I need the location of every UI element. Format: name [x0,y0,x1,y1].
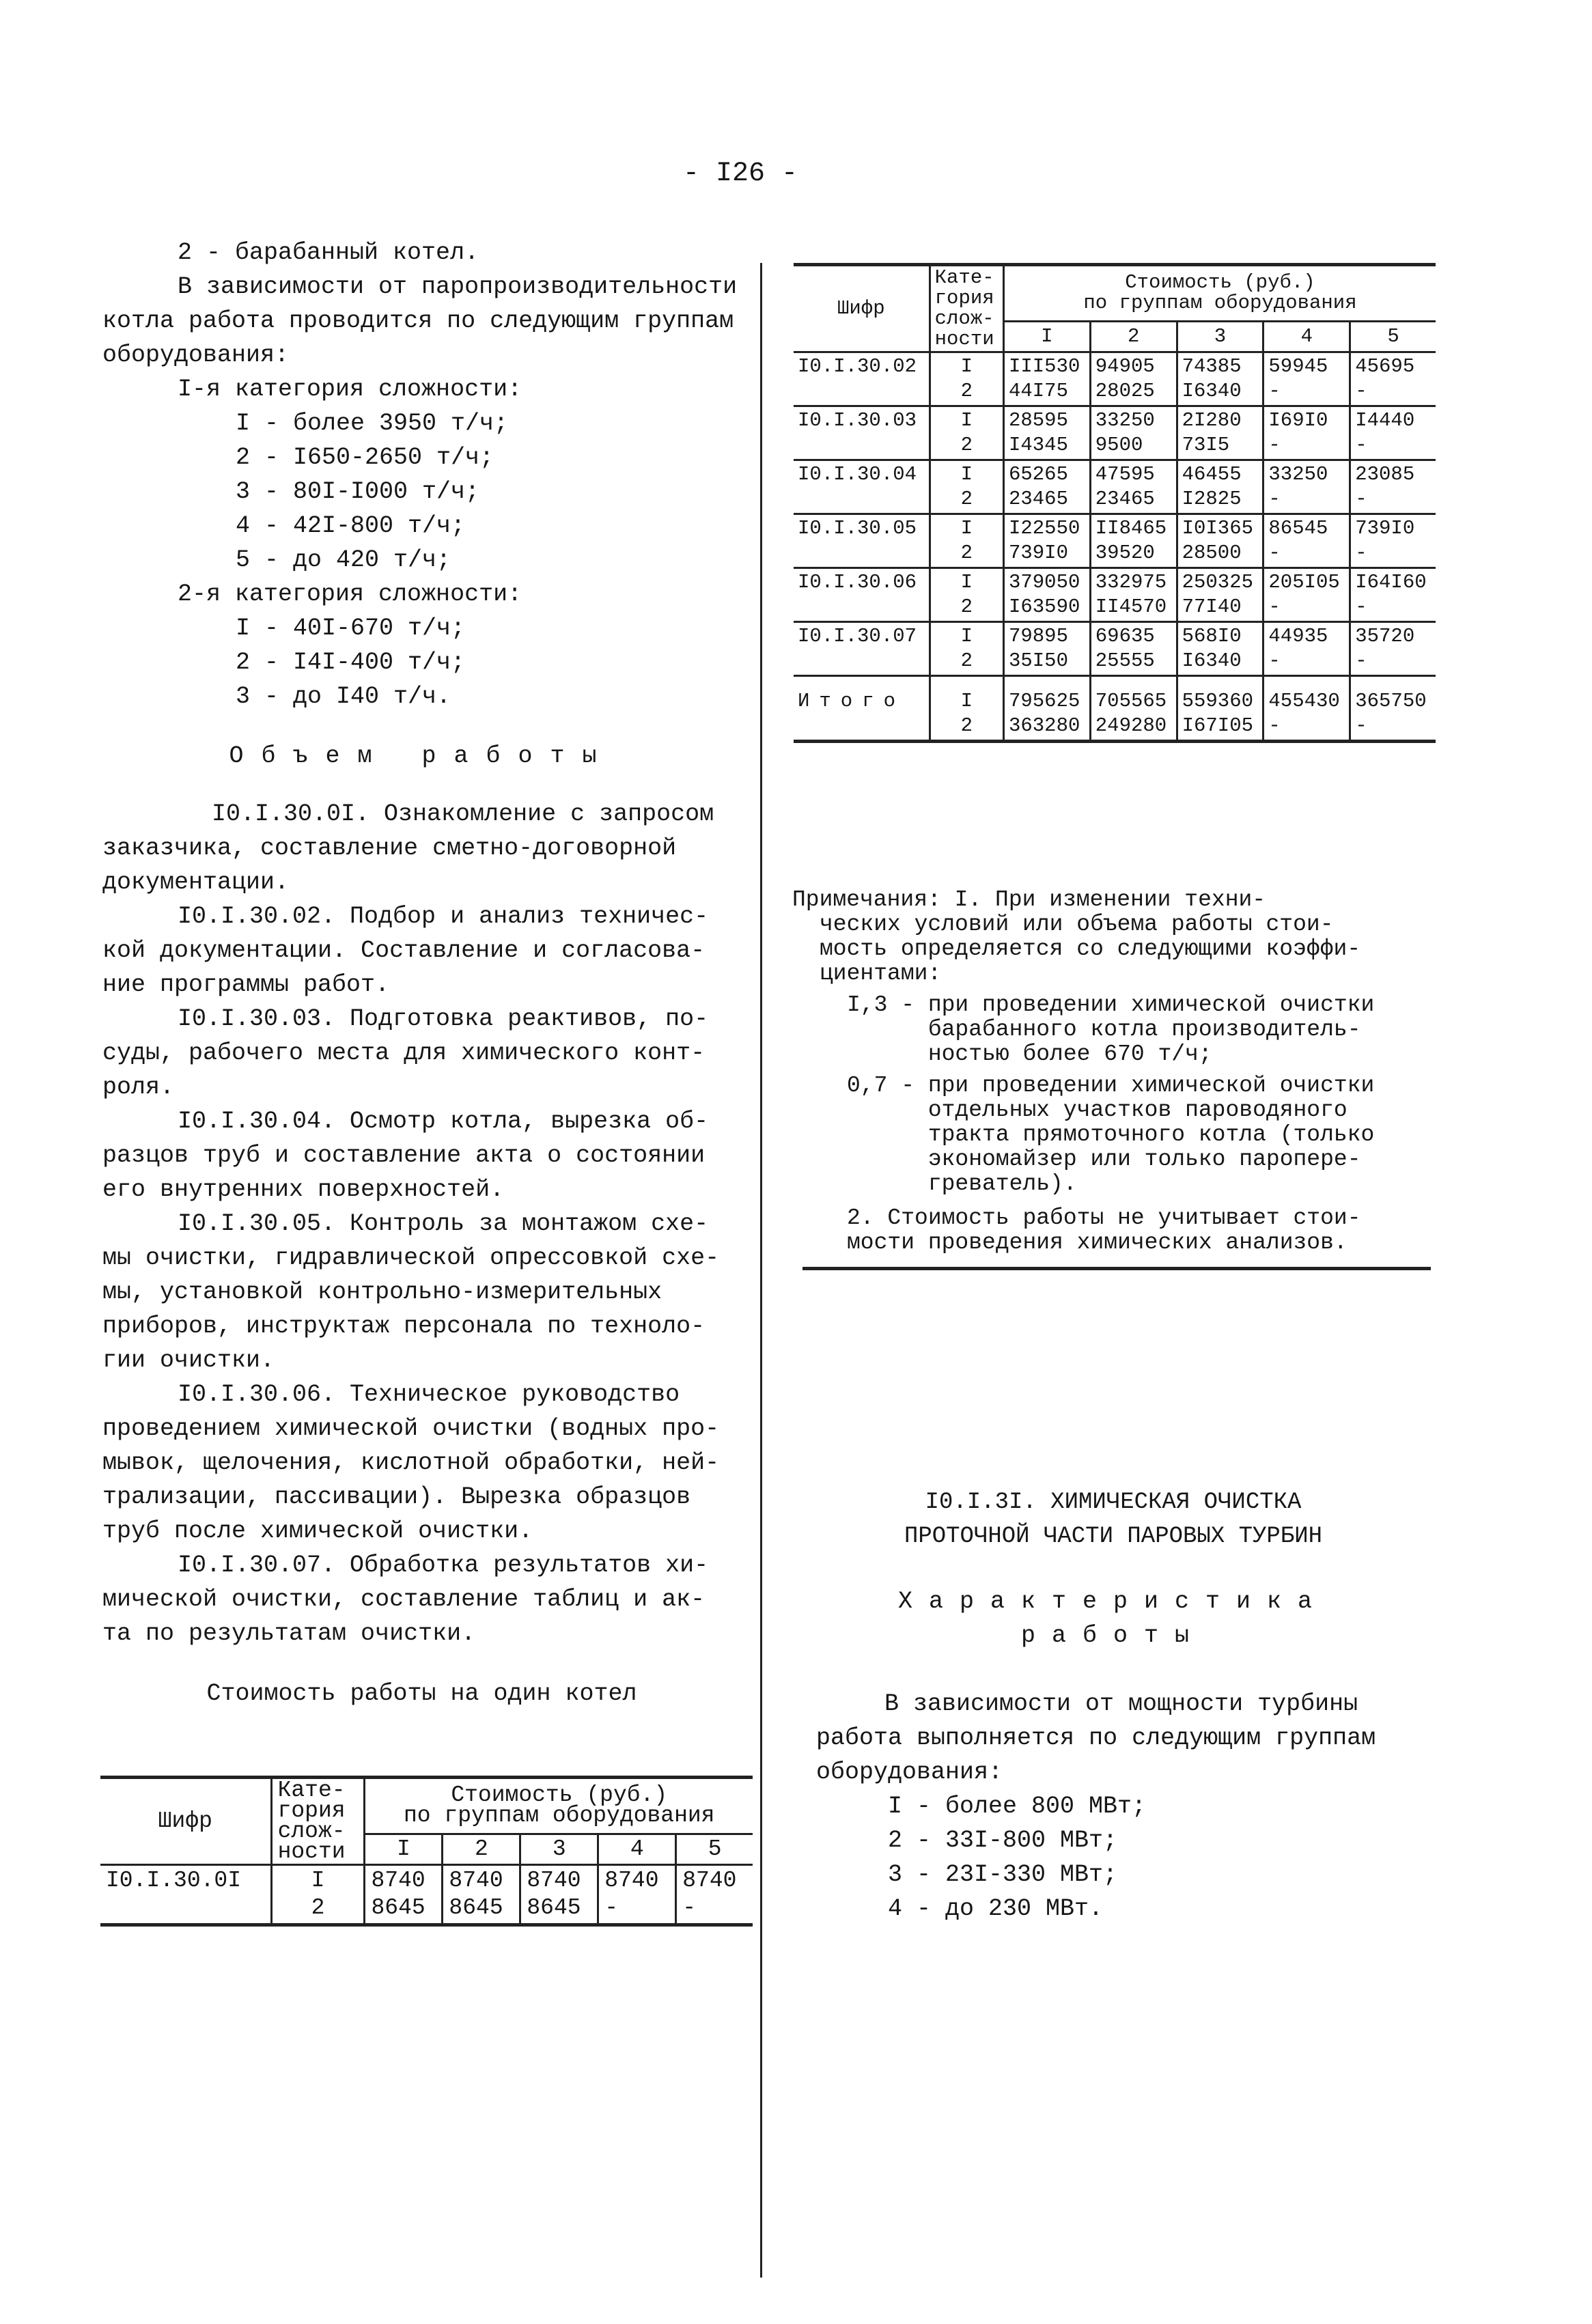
cost-value: 28500 [1182,542,1242,564]
note-line: греватель). [847,1171,1077,1196]
notes-block [792,888,1434,1255]
value-cell [1003,406,1090,460]
cost-value: 559360 [1182,690,1254,712]
cost-value: I6340 [1182,649,1242,672]
cost-value: 249280 [1095,714,1167,737]
category-value: I [960,625,973,647]
value-cell [1177,352,1263,406]
table-row [794,460,1436,514]
header-group: 2 [1090,321,1177,352]
cost-table-left [100,1776,753,1927]
header-group: I [365,1834,443,1864]
value-cell [1090,622,1177,676]
category-value: I [960,517,973,540]
cost-value: - [604,1895,619,1920]
cost-value: - [1268,542,1281,564]
cost-value: I6340 [1182,380,1242,402]
cost-value: 86545 [1268,517,1328,540]
scope-line: труб после химической очистки. [102,1517,533,1545]
value-cell [1003,460,1090,514]
scope-line: трализации, пассивации). Вырезка образцов [102,1483,691,1511]
value-cell [1263,460,1350,514]
cost-value: 46455 [1182,463,1242,486]
cost-value: - [1268,714,1281,737]
header-group: 5 [1350,321,1436,352]
category-1-item: I - более 3950 т/ч; [236,410,509,437]
header-category: Кате- гория слож- ности [930,265,1003,352]
row-code: I0.I.30.05 [794,514,930,568]
table-row [794,622,1436,676]
value-cell [1003,568,1090,622]
cost-value: 33250 [1268,463,1328,486]
value-cell [1350,460,1436,514]
cost-value: - [1355,542,1367,564]
value-cell [1090,406,1177,460]
cost-value: I63590 [1008,596,1080,618]
category-value: I [960,571,973,593]
section-title [792,1485,1434,1554]
header-group: 3 [520,1834,598,1864]
row-code: I0.I.30.04 [794,460,930,514]
cost-value: 363280 [1008,714,1080,737]
intro-line: 2 - барабанный котел. [178,239,479,266]
cost-value: 23465 [1008,488,1068,510]
note-line: Примечания: I. При изменении техни- [792,887,1266,912]
value-cell [1003,622,1090,676]
scope-line: документации. [102,869,290,896]
row-categories [930,406,1003,460]
cost-value: 705565 [1095,690,1167,712]
category-1-item: 4 - 42I-800 т/ч; [236,512,466,540]
cost-value: 69635 [1095,625,1155,647]
cost-value: - [1355,596,1367,618]
scope-line: I0.I.30.0I. Ознакомление с запросом [212,800,714,828]
row-code: I0.I.30.06 [794,568,930,622]
category-value: 2 [960,380,973,402]
category-value: I [960,355,973,378]
section-title-line: I0.I.3I. ХИМИЧЕСКАЯ ОЧИСТКА [925,1489,1302,1515]
cost-value: 739I0 [1355,517,1415,540]
value-cell [443,1865,520,1925]
scope-line: мы, установкой контрольно-измерительных [102,1278,662,1306]
cost-value: III530 [1008,355,1080,378]
cost-value: 2I280 [1182,409,1242,432]
table-row [794,406,1436,460]
header-group: 3 [1177,321,1263,352]
cost-value: - [682,1895,697,1920]
category-value: 2 [960,714,973,737]
intro-line: оборудования: [102,341,290,369]
left-column [102,236,741,1716]
note-line: мость определяется со следующими коэффи- [820,936,1361,962]
row-categories [930,676,1003,742]
value-cell [1090,460,1177,514]
category-value: 2 [960,596,973,618]
cost-value: 74385 [1182,355,1242,378]
note-line: тракта прямоточного котла (только [847,1122,1375,1147]
cost-value: 44935 [1268,625,1328,647]
scope-line: гии очистки. [102,1347,275,1374]
scope-line: I0.I.30.07. Обработка результатов хи- [178,1552,709,1579]
cost-value: 365750 [1355,690,1427,712]
category-value: 2 [960,488,973,510]
cost-value: 79895 [1008,625,1068,647]
scope-line: роля. [102,1074,175,1101]
cost-value: - [1355,649,1367,672]
cost-value: 379050 [1008,571,1080,593]
char-item: 2 - 33I-800 МВт; [888,1827,1118,1854]
scope-line: I0.I.30.04. Осмотр котла, вырезка об- [178,1108,709,1135]
cost-value: 8645 [449,1895,503,1920]
scope-line: I0.I.30.03. Подготовка реактивов, по- [178,1005,709,1033]
cost-value: 8740 [604,1868,659,1893]
total-row [794,676,1436,742]
header-group: 2 [443,1834,520,1864]
category-2-item: 3 - до I40 т/ч. [236,683,451,710]
cost-table-right [794,263,1436,743]
value-cell [1177,460,1263,514]
header-cost: Стоимость (руб.) по группам оборудования [1003,265,1436,322]
cost-value: 25555 [1095,649,1155,672]
characteristic-heading-line: работы [1020,1622,1206,1649]
cost-value: I64I60 [1355,571,1427,593]
value-cell [1090,514,1177,568]
note-line: ностью более 670 т/ч; [847,1041,1212,1067]
characteristic-heading-line: Характеристика [897,1588,1329,1615]
cost-value: I67I05 [1182,714,1254,737]
value-cell [1090,568,1177,622]
row-code: I0.I.30.0I [100,1865,271,1925]
header-cost: Стоимость (руб.) по группам оборудования [365,1778,753,1834]
category-value: I [960,690,973,712]
cost-value: I69I0 [1268,409,1328,432]
cost-value: 739I0 [1008,542,1068,564]
cost-value: 8740 [371,1868,425,1893]
cost-value: 33250 [1095,409,1155,432]
cost-value: 59945 [1268,355,1328,378]
value-cell [1003,514,1090,568]
note-line: мости проведения химических анализов. [847,1230,1347,1255]
note-line: 0,7 - при проведении химической очистки [847,1073,1375,1098]
characteristic-heading [792,1584,1434,1653]
category-1-item: 3 - 80I-I000 т/ч; [236,478,480,505]
header-group: 5 [676,1834,753,1864]
cost-value: I4440 [1355,409,1415,432]
scope-line: разцов труб и составление акта о состоянии [102,1142,706,1169]
value-cell [1003,676,1090,742]
cost-value: II4570 [1095,596,1167,618]
table-row [794,568,1436,622]
cost-value: 35I50 [1008,649,1068,672]
scope-line: приборов, инструктаж персонала по техноло- [102,1313,706,1340]
value-cell [1350,568,1436,622]
scope-line: I0.I.30.06. Техническое руководство [178,1381,680,1408]
row-code: I0.I.30.03 [794,406,930,460]
cost-value: - [1268,380,1281,402]
category-2-title: 2-я категория сложности: [178,580,522,608]
notes-divider [802,1267,1431,1270]
header-code: Шифр [794,265,930,352]
char-intro-line: работа выполняется по следующим группам [816,1724,1376,1752]
cost-value: - [1268,649,1281,672]
header-code: Шифр [100,1778,271,1865]
value-cell [1350,352,1436,406]
cost-value: 28025 [1095,380,1155,402]
cost-value: 44I75 [1008,380,1068,402]
category-value: 2 [960,542,973,564]
value-cell [1177,622,1263,676]
header-group: 4 [598,1834,676,1864]
note-line: экономайзер или только паропере- [847,1147,1361,1172]
row-code: Итого [794,676,930,742]
category-value: I [960,463,973,486]
cost-value: 73I5 [1182,434,1230,456]
cost-value: 23465 [1095,488,1155,510]
cost-value: 332975 [1095,571,1167,593]
scope-text [102,797,741,1651]
scope-line: ние программы работ. [102,971,390,998]
cost-value: 45695 [1355,355,1415,378]
characteristic-text [816,1687,1431,1926]
cost-value: 23085 [1355,463,1415,486]
value-cell [1177,406,1263,460]
value-cell [1177,568,1263,622]
note-line: 2. Стоимость работы не учитывает стои- [847,1205,1361,1231]
cost-value: - [1355,714,1367,737]
scope-line: мы очистки, гидравлической опрессовкой схе- [102,1244,720,1272]
page-number: - I26 - [683,158,798,189]
cost-value: 28595 [1008,409,1068,432]
category-2-item: 2 - I4I-400 т/ч; [236,649,466,676]
intro-line: котла работа проводится по следующим группам [102,307,734,335]
intro-line: В зависимости от паропроизводительности [178,273,738,300]
cost-value: 205I05 [1268,571,1340,593]
cost-value: 9500 [1095,434,1143,456]
scope-line: кой документации. Составление и согласова- [102,937,706,964]
table-row [100,1865,753,1925]
cost-value: I2825 [1182,488,1242,510]
cost-value: 455430 [1268,690,1340,712]
header-category: Кате- гория слож- ности [271,1778,365,1865]
note-line: ческих условий или объема работы стои- [820,912,1334,937]
char-item: I - более 800 МВт; [888,1793,1147,1820]
category-1-item: 5 - до 420 т/ч; [236,546,451,574]
value-cell [1090,676,1177,742]
cost-value: - [1268,596,1281,618]
value-cell [1263,568,1350,622]
value-cell [1177,514,1263,568]
cost-value: 77I40 [1182,596,1242,618]
scope-line: та по результатам очистки. [102,1620,476,1647]
row-categories [930,622,1003,676]
scope-line: заказчика, составление сметно-договорной [102,835,677,862]
cost-value: II8465 [1095,517,1167,540]
scope-line: мической очистки, составление таблиц и ак- [102,1586,706,1613]
cost-value: 8740 [527,1868,581,1893]
cost-value: 795625 [1008,690,1080,712]
scope-line: его внутренних поверхностей. [102,1176,505,1203]
scope-line: I0.I.30.02. Подбор и анализ техничес- [178,903,709,930]
cost-value: - [1355,380,1367,402]
cost-value: - [1355,434,1367,456]
category-1-item: 2 - I650-2650 т/ч; [236,444,494,471]
category-1-title: I-я категория сложности: [178,376,522,403]
cost-value: 8740 [682,1868,737,1893]
table-row [794,514,1436,568]
category-value: I [960,409,973,432]
value-cell [598,1865,676,1925]
header-group: 4 [1263,321,1350,352]
cost-value: - [1268,488,1281,510]
category-2-item: I - 40I-670 т/ч; [236,615,466,642]
category-value: I [311,1868,325,1893]
value-cell [676,1865,753,1925]
cost-value: 94905 [1095,355,1155,378]
value-cell [1263,514,1350,568]
scope-heading: Объем работы [229,742,615,770]
char-intro-line: В зависимости от мощности турбины [884,1690,1358,1718]
header-group: I [1003,321,1090,352]
value-cell [1263,352,1350,406]
section-title-line: ПРОТОЧНОЙ ЧАСТИ ПАРОВЫХ ТУРБИН [904,1524,1323,1550]
value-cell [1003,352,1090,406]
note-line: I,3 - при проведении химической очистки [847,992,1375,1018]
note-line: барабанного котла производитель- [847,1017,1361,1042]
cost-value: 39520 [1095,542,1155,564]
table-caption: Стоимость работы на один котел [206,1680,637,1707]
cost-value: 8740 [449,1868,503,1893]
column-divider [760,263,762,2278]
value-cell [1350,622,1436,676]
value-cell [1177,676,1263,742]
cost-value: I4345 [1008,434,1068,456]
cost-value: 47595 [1095,463,1155,486]
category-value: 2 [960,434,973,456]
value-cell [1263,676,1350,742]
cost-value: 8645 [371,1895,425,1920]
value-cell [1350,406,1436,460]
row-code: I0.I.30.02 [794,352,930,406]
row-code: I0.I.30.07 [794,622,930,676]
char-item: 4 - до 230 МВт. [888,1895,1104,1922]
char-intro-line: оборудования: [816,1759,1003,1786]
row-categories [271,1865,365,1925]
cost-value: 35720 [1355,625,1415,647]
row-categories [930,352,1003,406]
cost-value: - [1355,488,1367,510]
note-line: отдельных участков пароводяного [847,1097,1347,1123]
category-value: 2 [960,649,973,672]
cost-value: 568I0 [1182,625,1242,647]
value-cell [1263,406,1350,460]
value-cell [365,1865,443,1925]
row-categories [930,514,1003,568]
char-item: 3 - 23I-330 МВт; [888,1861,1118,1888]
cost-value: I0I365 [1182,517,1254,540]
value-cell [1263,622,1350,676]
scope-line: мывок, щелочения, кислотной обработки, ней- [102,1449,720,1476]
row-categories [930,460,1003,514]
row-categories [930,568,1003,622]
scope-line: проведением химической очистки (водных про- [102,1415,720,1442]
scope-line: I0.I.30.05. Контроль за монтажом схе- [178,1210,709,1237]
cost-value: I22550 [1008,517,1080,540]
cost-value: 8645 [527,1895,581,1920]
table-row [794,352,1436,406]
cost-value: 250325 [1182,571,1254,593]
value-cell [1090,352,1177,406]
value-cell [1350,514,1436,568]
category-value: 2 [311,1895,325,1920]
value-cell [520,1865,598,1925]
value-cell [1350,676,1436,742]
cost-value: - [1268,434,1281,456]
note-line: циентами: [820,961,942,986]
scope-line: суды, рабочего места для химического конт- [102,1039,706,1067]
cost-value: 65265 [1008,463,1068,486]
